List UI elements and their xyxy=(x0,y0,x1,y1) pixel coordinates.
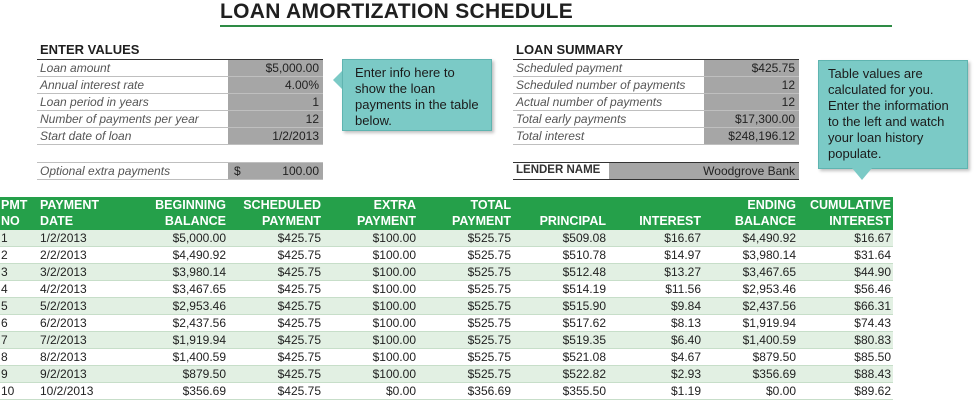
col-header-interest: INTEREST xyxy=(639,214,701,228)
cell-payment-date: 2/2/2013 xyxy=(40,248,87,262)
cell-beginning-balance: $3,980.14 xyxy=(172,265,226,279)
table-row xyxy=(0,281,893,298)
col-header-total-payment: TOTAL PAYMENT xyxy=(451,198,511,228)
cell-total-payment: $525.75 xyxy=(467,333,511,347)
cell-beginning-balance: $879.50 xyxy=(182,367,226,381)
lender-name-input[interactable]: Woodgrove Bank xyxy=(609,163,799,179)
cell-beginning-balance: $356.69 xyxy=(182,384,226,398)
col-header-ending-balance: ENDING BALANCE xyxy=(734,198,796,228)
cell-principal: $510.78 xyxy=(562,248,606,262)
cell-extra-payment: $100.00 xyxy=(372,282,416,296)
page-title: LOAN AMORTIZATION SCHEDULE xyxy=(220,0,574,23)
cell-beginning-balance: $1,919.94 xyxy=(172,333,226,347)
cell-ending-balance: $3,980.14 xyxy=(742,248,796,262)
interest-rate-row xyxy=(37,77,323,94)
interest-rate-input[interactable]: 4.00% xyxy=(228,77,323,93)
cell-total-payment: $525.75 xyxy=(467,367,511,381)
cell-extra-payment: $100.00 xyxy=(372,265,416,279)
table-info-callout: Table values are calculated for you. Enter the information to the left and watch your loan history populate. xyxy=(818,60,968,169)
cell-extra-payment: $100.00 xyxy=(372,350,416,364)
cell-scheduled-payment: $425.75 xyxy=(277,316,321,330)
cell-extra-payment: $100.00 xyxy=(372,333,416,347)
start-date-input[interactable]: 1/2/2013 xyxy=(228,128,323,144)
cell-payment-date: 4/2/2013 xyxy=(40,282,87,296)
extra-payments-label: Optional extra payments xyxy=(40,164,171,178)
title-underline xyxy=(220,25,892,27)
cell-payment-date: 6/2/2013 xyxy=(40,316,87,330)
start-date-row xyxy=(37,128,323,145)
payments-per-year-label: Number of payments per year xyxy=(40,112,199,126)
cell-pmt-no: 7 xyxy=(1,333,8,347)
cell-interest: $9.84 xyxy=(670,299,701,313)
cell-payment-date: 1/2/2013 xyxy=(40,231,87,245)
cell-total-payment: $525.75 xyxy=(467,248,511,262)
cell-interest: $1.19 xyxy=(670,384,701,398)
cell-principal: $522.82 xyxy=(562,367,606,381)
cell-scheduled-payment: $425.75 xyxy=(277,350,321,364)
extra-payments-currency: $ xyxy=(228,163,323,179)
cell-principal: $512.48 xyxy=(562,265,606,279)
payments-per-year-row xyxy=(37,111,323,128)
extra-payments-row xyxy=(37,163,323,180)
loan-amount-label: Loan amount xyxy=(40,61,111,75)
extra-payments-form xyxy=(37,162,323,180)
cell-interest: $8.13 xyxy=(670,316,701,330)
cell-payment-date: 8/2/2013 xyxy=(40,350,87,364)
scheduled-number-row xyxy=(513,77,799,94)
lender-form xyxy=(513,162,799,180)
cell-principal: $509.08 xyxy=(562,231,606,245)
cell-extra-payment: $100.00 xyxy=(372,231,416,245)
cell-cumulative-interest: $56.46 xyxy=(854,282,891,296)
table-row xyxy=(0,230,893,247)
lender-row xyxy=(513,163,799,180)
scheduled-number-label: Scheduled number of payments xyxy=(516,78,686,92)
total-early-row xyxy=(513,111,799,128)
col-header-extra-payment: EXTRA PAYMENT xyxy=(356,198,416,228)
cell-total-payment: $525.75 xyxy=(467,299,511,313)
cell-scheduled-payment: $425.75 xyxy=(277,282,321,296)
cell-ending-balance: $3,467.65 xyxy=(742,265,796,279)
cell-scheduled-payment: $425.75 xyxy=(277,333,321,347)
col-header-scheduled-payment: SCHEDULED PAYMENT xyxy=(243,198,321,228)
cell-pmt-no: 6 xyxy=(1,316,8,330)
cell-pmt-no: 9 xyxy=(1,367,8,381)
cell-principal: $517.62 xyxy=(562,316,606,330)
table-row xyxy=(0,349,893,366)
cell-principal: $355.50 xyxy=(562,384,606,398)
cell-total-payment: $525.75 xyxy=(467,282,511,296)
cell-beginning-balance: $3,467.65 xyxy=(172,282,226,296)
enter-values-heading: ENTER VALUES xyxy=(40,42,140,57)
payments-per-year-input[interactable]: 12 xyxy=(228,111,323,127)
loan-period-label: Loan period in years xyxy=(40,95,149,109)
cell-interest: $6.40 xyxy=(670,333,701,347)
table-row xyxy=(0,315,893,332)
total-early-label: Total early payments xyxy=(516,112,627,126)
loan-period-row xyxy=(37,94,323,111)
col-header-cumulative-interest: CUMULATIVE INTEREST xyxy=(809,198,891,228)
cell-ending-balance: $4,490.92 xyxy=(742,231,796,245)
cell-scheduled-payment: $425.75 xyxy=(277,265,321,279)
cell-cumulative-interest: $88.43 xyxy=(854,367,891,381)
cell-interest: $14.97 xyxy=(664,248,701,262)
cell-payment-date: 3/2/2013 xyxy=(40,265,87,279)
callout-arrow-down xyxy=(852,168,872,180)
interest-rate-label: Annual interest rate xyxy=(40,78,145,92)
cell-interest: $13.27 xyxy=(664,265,701,279)
cell-beginning-balance: $2,437.56 xyxy=(172,316,226,330)
actual-number-row xyxy=(513,94,799,111)
loan-amount-input[interactable]: $5,000.00 xyxy=(228,60,323,76)
cell-ending-balance: $2,953.46 xyxy=(742,282,796,296)
cell-cumulative-interest: $66.31 xyxy=(854,299,891,313)
cell-beginning-balance: $5,000.00 xyxy=(172,231,226,245)
amortization-table xyxy=(0,197,893,400)
loan-period-input[interactable]: 1 xyxy=(228,94,323,110)
cell-extra-payment: $0.00 xyxy=(385,384,416,398)
cell-scheduled-payment: $425.75 xyxy=(277,299,321,313)
cell-principal: $515.90 xyxy=(562,299,606,313)
cell-pmt-no: 8 xyxy=(1,350,8,364)
cell-payment-date: 7/2/2013 xyxy=(40,333,87,347)
cell-cumulative-interest: $89.62 xyxy=(854,384,891,398)
cell-cumulative-interest: $44.90 xyxy=(854,265,891,279)
actual-number-label: Actual number of payments xyxy=(516,95,663,109)
cell-beginning-balance: $4,490.92 xyxy=(172,248,226,262)
cell-ending-balance: $0.00 xyxy=(765,384,796,398)
start-date-label: Start date of loan xyxy=(40,129,132,143)
cell-extra-payment: $100.00 xyxy=(372,299,416,313)
col-header-principal: PRINCIPAL xyxy=(539,214,606,228)
total-interest-row xyxy=(513,128,799,145)
table-header xyxy=(0,197,893,230)
cell-interest: $4.67 xyxy=(670,350,701,364)
cell-interest: $2.93 xyxy=(670,367,701,381)
table-row xyxy=(0,264,893,281)
cell-scheduled-payment: $425.75 xyxy=(277,231,321,245)
cell-total-payment: $525.75 xyxy=(467,316,511,330)
loan-summary-form xyxy=(513,60,799,145)
table-row xyxy=(0,366,893,383)
cell-pmt-no: 10 xyxy=(1,384,15,398)
total-early-value: $17,300.00 xyxy=(704,111,799,127)
table-body xyxy=(0,230,893,400)
cell-cumulative-interest: $16.67 xyxy=(854,231,891,245)
enter-values-form xyxy=(37,60,323,145)
cell-total-payment: $356.69 xyxy=(467,384,511,398)
cell-payment-date: 5/2/2013 xyxy=(40,299,87,313)
enter-info-callout: Enter info here to show the loan payments in the table below. xyxy=(342,59,492,131)
extra-payments-input[interactable]: 100.00 xyxy=(282,164,319,178)
cell-ending-balance: $2,437.56 xyxy=(742,299,796,313)
table-row xyxy=(0,383,893,400)
cell-pmt-no: 3 xyxy=(1,265,8,279)
cell-ending-balance: $356.69 xyxy=(752,367,796,381)
lender-label: LENDER NAME xyxy=(516,164,601,176)
cell-extra-payment: $100.00 xyxy=(372,248,416,262)
col-header-payment-date: PAYMENT DATE xyxy=(40,198,100,228)
cell-total-payment: $525.75 xyxy=(467,231,511,245)
cell-interest: $11.56 xyxy=(665,282,701,296)
cell-scheduled-payment: $425.75 xyxy=(277,384,321,398)
cell-scheduled-payment: $425.75 xyxy=(277,367,321,381)
cell-pmt-no: 4 xyxy=(1,282,8,296)
cell-total-payment: $525.75 xyxy=(467,265,511,279)
total-interest-label: Total interest xyxy=(516,129,585,143)
scheduled-payment-value: $425.75 xyxy=(704,60,799,76)
cell-payment-date: 10/2/2013 xyxy=(40,384,94,398)
cell-pmt-no: 2 xyxy=(1,248,8,262)
table-row xyxy=(0,247,893,264)
cell-extra-payment: $100.00 xyxy=(372,316,416,330)
col-header-pmt-no: PMT NO xyxy=(1,198,28,228)
cell-ending-balance: $1,400.59 xyxy=(742,333,796,347)
cell-total-payment: $525.75 xyxy=(467,350,511,364)
scheduled-payment-label: Scheduled payment xyxy=(516,61,623,75)
table-row xyxy=(0,298,893,315)
cell-principal: $514.19 xyxy=(562,282,606,296)
cell-cumulative-interest: $74.43 xyxy=(854,316,891,330)
cell-principal: $519.35 xyxy=(562,333,606,347)
cell-ending-balance: $1,919.94 xyxy=(742,316,796,330)
loan-summary-heading: LOAN SUMMARY xyxy=(516,42,624,57)
cell-beginning-balance: $2,953.46 xyxy=(172,299,226,313)
scheduled-number-value: 12 xyxy=(704,77,799,93)
actual-number-value: 12 xyxy=(704,94,799,110)
cell-beginning-balance: $1,400.59 xyxy=(172,350,226,364)
cell-payment-date: 9/2/2013 xyxy=(40,367,87,381)
cell-ending-balance: $879.50 xyxy=(752,350,796,364)
total-interest-value: $248,196.12 xyxy=(704,128,799,144)
cell-cumulative-interest: $80.83 xyxy=(854,333,891,347)
cell-pmt-no: 5 xyxy=(1,299,8,313)
cell-scheduled-payment: $425.75 xyxy=(277,248,321,262)
cell-pmt-no: 1 xyxy=(1,231,8,245)
cell-cumulative-interest: $31.64 xyxy=(854,248,891,262)
cell-principal: $521.08 xyxy=(562,350,606,364)
table-row xyxy=(0,332,893,349)
loan-amount-row xyxy=(37,60,323,77)
scheduled-payment-row xyxy=(513,60,799,77)
cell-cumulative-interest: $85.50 xyxy=(854,350,891,364)
cell-interest: $16.67 xyxy=(664,231,701,245)
col-header-beginning-balance: BEGINNING BALANCE xyxy=(155,198,226,228)
cell-extra-payment: $100.00 xyxy=(372,367,416,381)
